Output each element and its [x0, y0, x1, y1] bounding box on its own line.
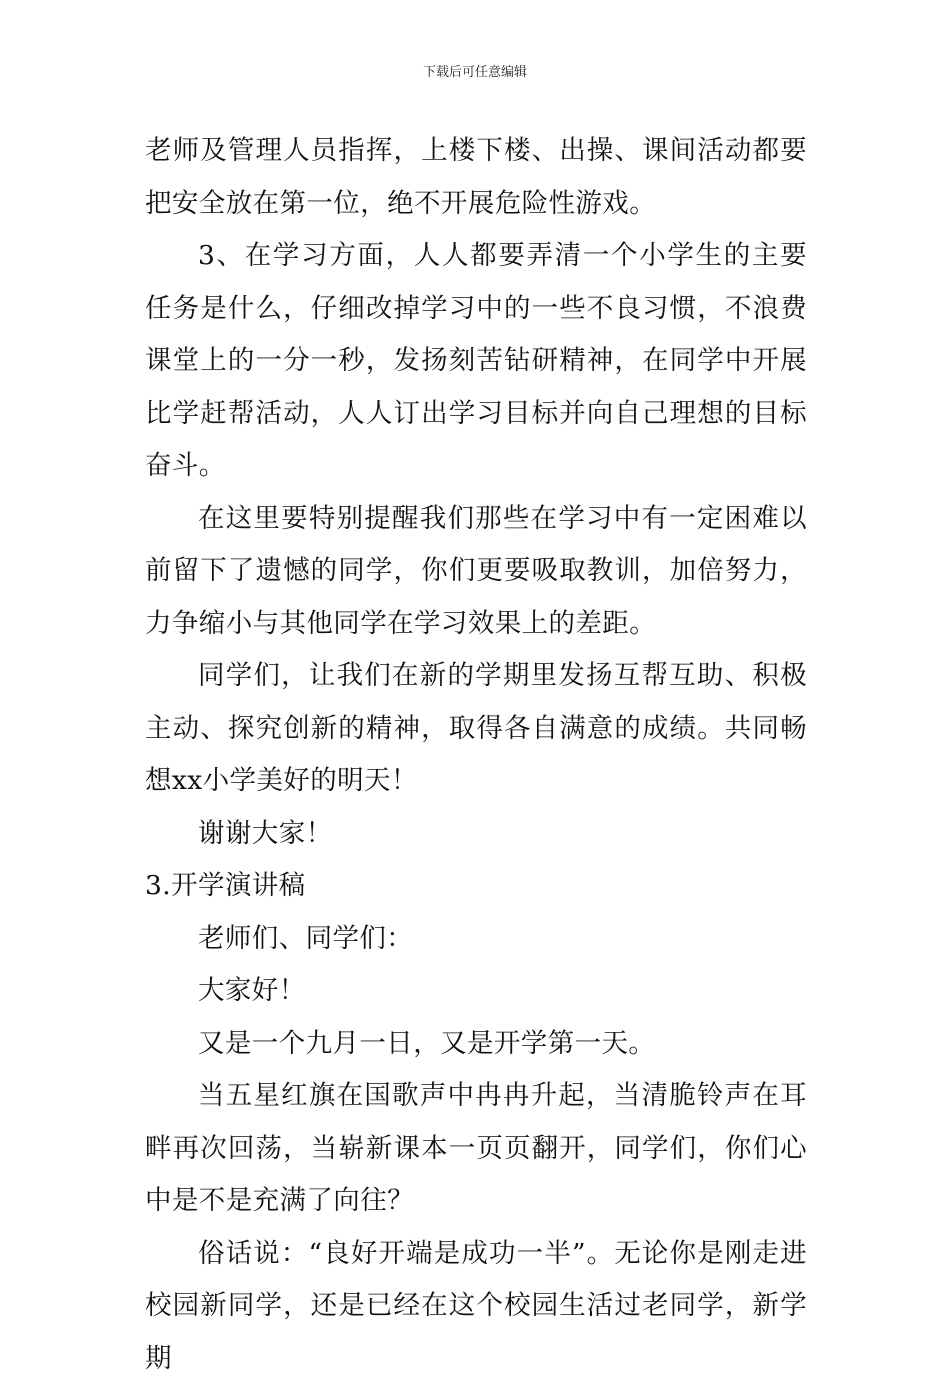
paragraph-reminder: 在这里要特别提醒我们那些在学习中有一定困难以前留下了遗憾的同学，你们更要吸取教训，加倍努力，力争缩小与其他同学在学习效果上的差距。	[145, 493, 807, 651]
paragraph-thanks: 谢谢大家！	[145, 808, 807, 861]
page-header: 下载后可任意编辑	[0, 64, 950, 82]
paragraph-greeting: 大家好！	[145, 965, 807, 1018]
paragraph-salutation: 老师们、同学们：	[145, 913, 807, 966]
paragraph-encouragement: 同学们，让我们在新的学期里发扬互帮互助、积极主动、探究创新的精神，取得各自满意的成绩。共同畅想xx小学美好的明天！	[145, 650, 807, 808]
paragraph-flag-raising: 当五星红旗在国歌声中冉冉升起，当清脆铃声在耳畔再次回荡，当崭新课本一页页翻开，同学们，你们心中是不是充满了向往？	[145, 1070, 807, 1228]
section-heading: 3.开学演讲稿	[145, 860, 807, 913]
paragraph-first-day: 又是一个九月一日，又是开学第一天。	[145, 1018, 807, 1071]
paragraph-study-point-3: 3、在学习方面，人人都要弄清一个小学生的主要任务是什么，仔细改掉学习中的一些不良习惯，不浪费课堂上的一分一秒，发扬刻苦钻研精神，在同学中开展比学赶帮活动，人人订出学习目标并向自己理想的目标奋斗。	[145, 230, 807, 493]
paragraph-safety-continued: 老师及管理人员指挥，上楼下楼、出操、课间活动都要把安全放在第一位，绝不开展危险性游戏。	[145, 125, 807, 230]
paragraph-proverb: 俗话说：“良好开端是成功一半”。无论你是刚走进校园新同学，还是已经在这个校园生活过老同学，新学期	[145, 1228, 807, 1385]
document-body	[145, 125, 807, 1385]
